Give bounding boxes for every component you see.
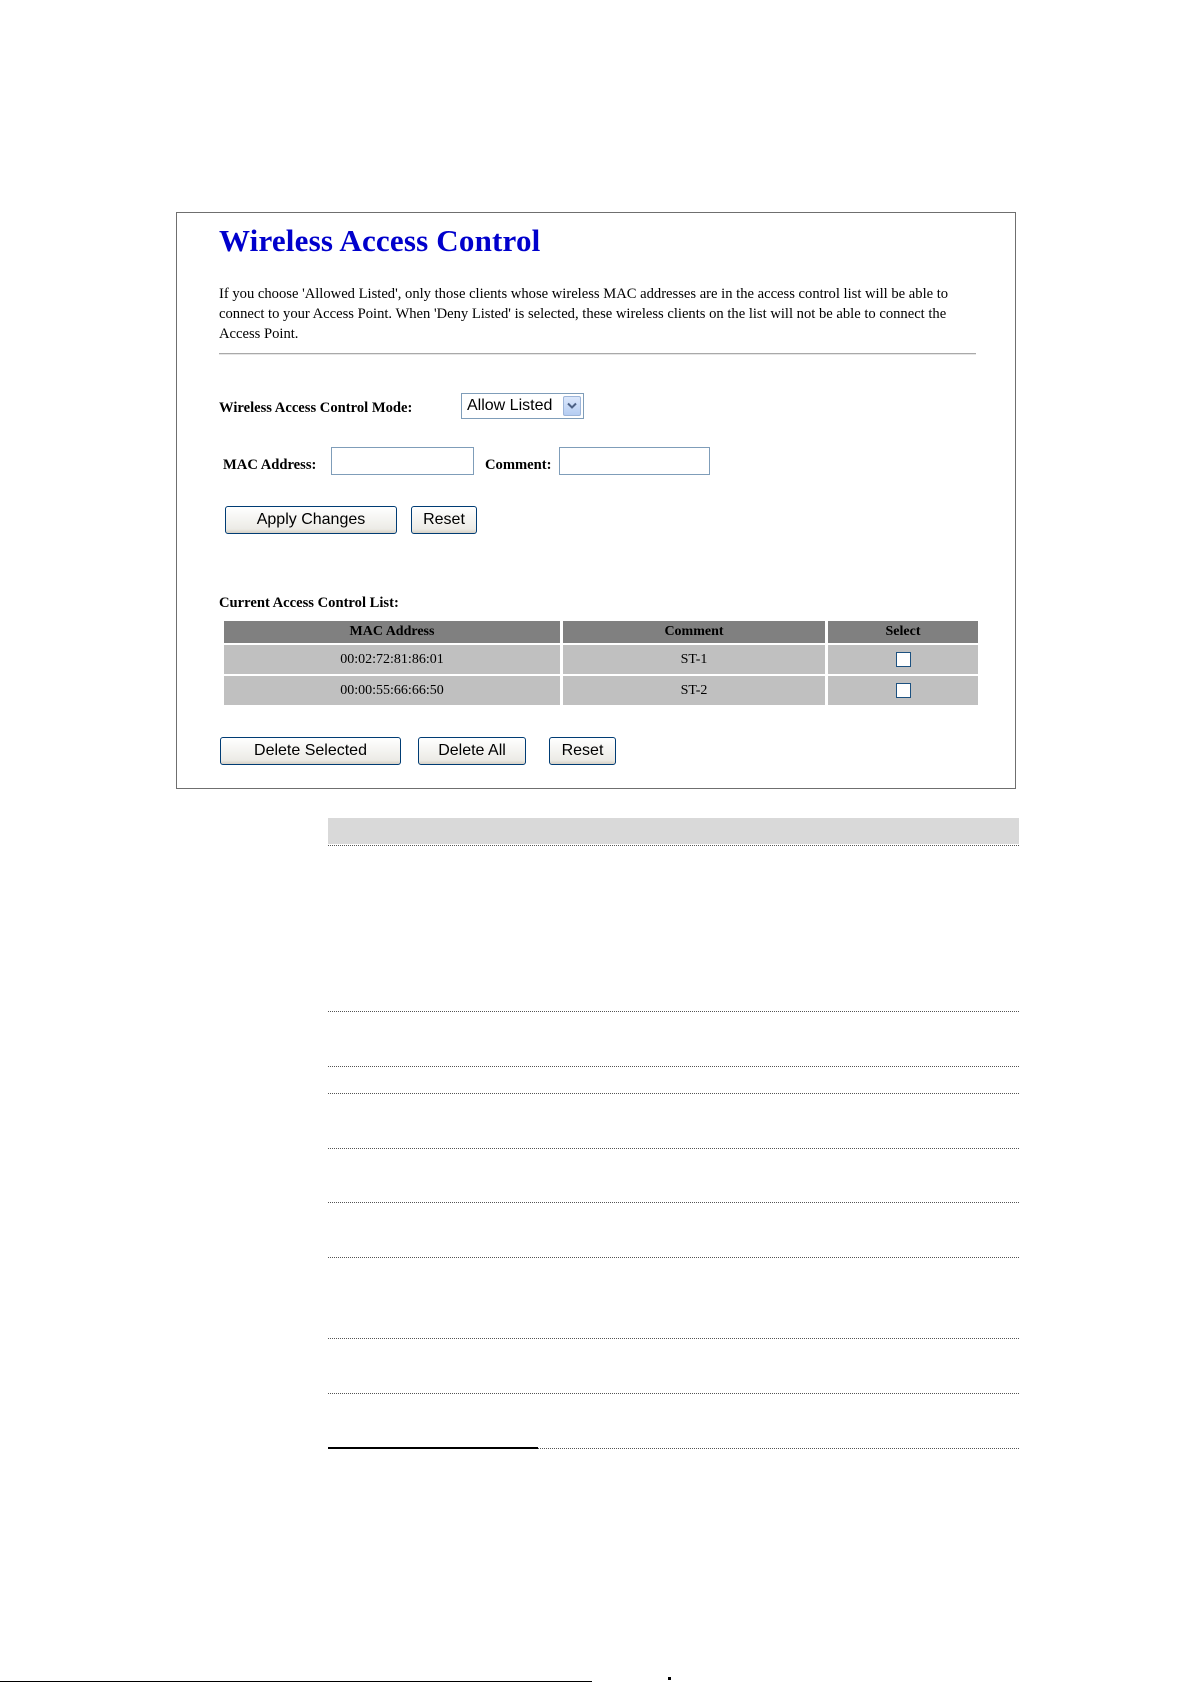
column-header-select: Select xyxy=(828,621,978,643)
select-checkbox[interactable] xyxy=(896,652,911,667)
column-header-comment: Comment xyxy=(563,621,825,643)
row-divider xyxy=(328,1338,1019,1339)
row-divider xyxy=(328,1011,1019,1012)
mac-cell: 00:02:72:81:86:01 xyxy=(224,645,560,674)
access-control-table xyxy=(221,619,981,707)
page-description: If you choose 'Allowed Listed', only those clients whose wireless MAC addresses are in the access control list will be able to connect to your Access Point. When 'Deny Listed' is selected, these wireless clients on the list will not be able to connect the Access Point. xyxy=(219,286,949,342)
row-divider xyxy=(328,1066,1019,1067)
mode-label: Wireless Access Control Mode: xyxy=(219,400,413,416)
table-bottom-border xyxy=(328,1447,538,1449)
divider xyxy=(219,353,976,355)
footer-rule xyxy=(0,1681,592,1682)
page-title: Wireless Access Control xyxy=(219,223,541,258)
table-row xyxy=(224,676,978,705)
mac-cell: 00:00:55:66:66:50 xyxy=(224,676,560,705)
mac-address-label: MAC Address: xyxy=(223,457,317,473)
router-screenshot xyxy=(176,212,1016,789)
select-cell xyxy=(828,645,978,674)
column-header-mac: MAC Address xyxy=(224,621,560,643)
comment-input[interactable] xyxy=(559,447,710,475)
row-divider xyxy=(328,1093,1019,1094)
footer-mark xyxy=(668,1677,671,1680)
delete-selected-button[interactable]: Delete Selected xyxy=(220,737,401,765)
comment-cell: ST-2 xyxy=(563,676,825,705)
row-divider xyxy=(328,1257,1019,1258)
acl-caption: Current Access Control List: xyxy=(219,595,399,611)
apply-changes-button[interactable]: Apply Changes xyxy=(225,506,397,534)
reset-button[interactable]: Reset xyxy=(411,506,477,534)
access-mode-select[interactable] xyxy=(461,393,584,419)
row-divider xyxy=(328,1148,1019,1149)
access-mode-value: Allow Listed xyxy=(467,397,553,414)
row-divider xyxy=(328,1202,1019,1203)
row-divider xyxy=(328,845,1019,846)
delete-all-button[interactable]: Delete All xyxy=(418,737,526,765)
select-cell xyxy=(828,676,978,705)
select-checkbox[interactable] xyxy=(896,683,911,698)
table-header-bar xyxy=(328,818,1019,844)
chevron-down-icon[interactable] xyxy=(563,396,581,416)
mac-address-input[interactable] xyxy=(331,447,474,475)
row-divider xyxy=(328,1393,1019,1394)
comment-cell: ST-1 xyxy=(563,645,825,674)
table-row xyxy=(224,645,978,674)
reset-list-button[interactable]: Reset xyxy=(549,737,616,765)
comment-label: Comment: xyxy=(485,457,552,473)
